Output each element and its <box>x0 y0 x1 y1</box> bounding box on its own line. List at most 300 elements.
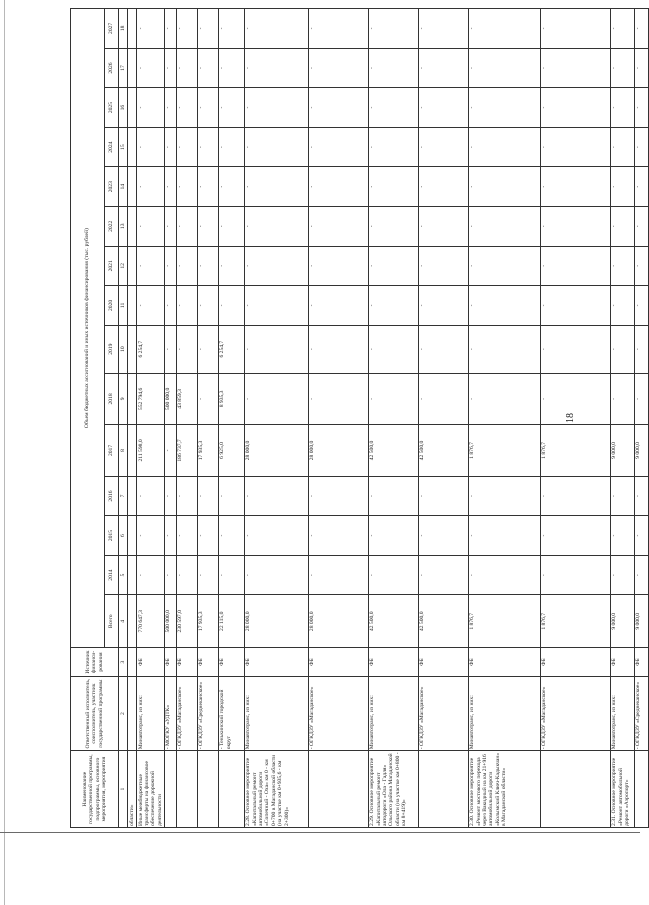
row-year-cell: - <box>540 48 610 88</box>
row-year-cell: - <box>218 48 244 88</box>
row-name-cell <box>176 751 197 828</box>
row-year-cell: - <box>468 373 540 425</box>
header-index: 16 <box>119 88 128 128</box>
row-year-cell: - <box>418 555 468 595</box>
row-year-cell: - <box>137 476 165 516</box>
row-year-cell: - <box>468 9 540 49</box>
row-year-cell: - <box>418 286 468 326</box>
row-year-cell: - <box>610 516 634 556</box>
row-year-cell: - <box>244 325 308 373</box>
row-year-cell: - <box>164 167 176 207</box>
header-index: 17 <box>119 48 128 88</box>
row-year-cell: - <box>418 516 468 556</box>
header-index-row <box>119 9 128 828</box>
row-year-cell: - <box>634 555 648 595</box>
row-source-cell: ФБ <box>368 648 418 677</box>
row-year-cell: - <box>218 555 244 595</box>
row-year-cell: - <box>176 325 197 373</box>
row-total-cell: 22 115,0 <box>218 595 244 648</box>
row-source-cell: ФБ <box>418 648 468 677</box>
header-year: 2018 <box>105 373 119 425</box>
row-year-cell <box>128 206 137 246</box>
row-responsible-cell: - МОГКУ «УДТК» <box>164 676 176 750</box>
row-year-cell <box>128 127 137 167</box>
row-year-cell: - <box>218 9 244 49</box>
header-name: Наименование государственной программы, подпрограммы, основного мероприятия, мероприятия <box>71 751 119 828</box>
header-year: 2021 <box>105 246 119 286</box>
table-row <box>128 9 137 828</box>
row-year-cell: - <box>244 127 308 167</box>
row-year-cell: - <box>468 206 540 246</box>
table-row <box>468 9 540 828</box>
row-year-cell: - <box>634 88 648 128</box>
row-year-cell: - <box>164 246 176 286</box>
row-year-cell: - <box>368 373 418 425</box>
row-year-cell: - <box>540 246 610 286</box>
row-year-cell: - <box>137 88 165 128</box>
table-row <box>540 9 610 828</box>
row-year-cell: - <box>634 206 648 246</box>
row-year-cell: - <box>610 555 634 595</box>
table-row <box>418 9 468 828</box>
header-year: 2022 <box>105 206 119 246</box>
row-year-cell: - <box>634 9 648 49</box>
row-year-cell: - <box>308 373 368 425</box>
row-name-cell: 2.29. Основное мероприятие «Капитальный ремонт автодороги «Ола - Гадля» Ольского района Магаданской области (на участке км 0+800 - км 8+419)» <box>368 751 418 828</box>
row-name-cell <box>308 751 368 828</box>
row-year-cell: - <box>634 167 648 207</box>
row-year-cell: - <box>218 476 244 516</box>
row-source-cell: ФБ <box>308 648 368 677</box>
row-year-cell: - <box>176 286 197 326</box>
row-year-cell: - <box>176 246 197 286</box>
row-year-cell: 9 000,0 <box>610 425 634 477</box>
header-year: 2026 <box>105 48 119 88</box>
row-year-cell <box>128 425 137 477</box>
row-source-cell: ФБ <box>176 648 197 677</box>
row-year-cell: - <box>197 88 218 128</box>
row-responsible-cell: - ОГКДЗУ «Среднеканское» <box>634 676 648 750</box>
row-year-cell <box>128 325 137 373</box>
row-year-cell: - <box>218 246 244 286</box>
row-year-cell: - <box>418 48 468 88</box>
row-year-cell: - <box>634 127 648 167</box>
row-source-cell: ФБ <box>137 648 165 677</box>
row-year-cell: - <box>164 286 176 326</box>
row-year-cell <box>128 88 137 128</box>
row-year-cell: - <box>176 516 197 556</box>
row-year-cell: - <box>137 286 165 326</box>
row-year-cell: 6 254,7 <box>218 325 244 373</box>
row-year-cell: - <box>418 246 468 286</box>
row-year-cell: - <box>610 127 634 167</box>
row-year-cell: - <box>197 476 218 516</box>
row-year-cell: - <box>137 48 165 88</box>
row-source-cell: ФБ <box>468 648 540 677</box>
row-year-cell: - <box>468 516 540 556</box>
row-year-cell: 9 000,0 <box>634 425 648 477</box>
row-year-cell: - <box>610 325 634 373</box>
row-year-cell: - <box>418 88 468 128</box>
row-year-cell: - <box>468 286 540 326</box>
row-year-cell: - <box>418 325 468 373</box>
header-source: Источник финанси-рования <box>71 648 119 677</box>
header-year: 2025 <box>105 88 119 128</box>
row-year-cell: - <box>540 127 610 167</box>
row-year-cell: - <box>418 9 468 49</box>
row-year-cell: - <box>176 127 197 167</box>
table-row <box>218 9 244 828</box>
row-year-cell: - <box>368 555 418 595</box>
row-year-cell: - <box>540 325 610 373</box>
row-total-cell: 9 000,0 <box>610 595 634 648</box>
row-year-cell: - <box>176 206 197 246</box>
row-year-cell: - <box>218 516 244 556</box>
document-page <box>70 8 642 828</box>
row-responsible-cell: Минавтотранс, из них: <box>610 676 634 750</box>
budget-table <box>70 8 649 828</box>
row-year-cell: - <box>244 206 308 246</box>
row-year-cell: - <box>610 286 634 326</box>
row-year-cell: - <box>244 555 308 595</box>
row-year-cell: - <box>368 9 418 49</box>
header-year: 2024 <box>105 127 119 167</box>
row-year-cell: - <box>308 246 368 286</box>
row-year-cell: - <box>368 48 418 88</box>
row-year-cell: - <box>540 167 610 207</box>
row-year-cell: - <box>368 246 418 286</box>
row-responsible-cell: Минавтотранс, из них: <box>468 676 540 750</box>
row-year-cell: - <box>540 206 610 246</box>
row-source-cell: ФБ <box>610 648 634 677</box>
row-total-cell: 9 000,0 <box>634 595 648 648</box>
row-year-cell: - <box>418 476 468 516</box>
row-year-cell: - <box>164 325 176 373</box>
table-row <box>176 9 197 828</box>
header-index: 2 <box>119 676 128 750</box>
table-row <box>244 9 308 828</box>
row-total-cell <box>128 595 137 648</box>
row-total-cell: 42 500,0 <box>418 595 468 648</box>
row-year-cell: - <box>176 88 197 128</box>
row-year-cell: - <box>197 325 218 373</box>
row-year-cell: - <box>164 516 176 556</box>
row-year-cell: - <box>368 167 418 207</box>
row-year-cell: - <box>197 286 218 326</box>
header-index: 10 <box>119 325 128 373</box>
header-index: 5 <box>119 555 128 595</box>
row-year-cell: - <box>164 9 176 49</box>
row-year-cell: - <box>610 246 634 286</box>
row-year-cell: - <box>368 206 418 246</box>
row-year-cell: - <box>197 48 218 88</box>
rotated-landscape-page <box>70 8 642 828</box>
row-year-cell: 186 737,7 <box>176 425 197 477</box>
row-total-cell: 17 935,3 <box>197 595 218 648</box>
header-year: 2023 <box>105 167 119 207</box>
row-total-cell: 1 876,7 <box>540 595 610 648</box>
row-year-cell: - <box>176 9 197 49</box>
table-row <box>164 9 176 828</box>
row-year-cell: - <box>197 516 218 556</box>
row-year-cell: - <box>137 127 165 167</box>
row-responsible-cell: - Тенькинский городской округ <box>218 676 244 750</box>
header-year: 2014 <box>105 555 119 595</box>
row-year-cell: - <box>244 167 308 207</box>
row-year-cell: - <box>468 246 540 286</box>
row-year-cell: - <box>164 127 176 167</box>
row-responsible-cell: - ОГКДЗУ «Магаданское» <box>540 676 610 750</box>
row-source-cell: ФБ <box>164 648 176 677</box>
row-year-cell: - <box>368 88 418 128</box>
row-year-cell: - <box>634 325 648 373</box>
row-responsible-cell: Минавтотранс, из них: <box>368 676 418 750</box>
row-source-cell: ФБ <box>540 648 610 677</box>
row-year-cell: 1 876,7 <box>468 425 540 477</box>
row-year-cell: - <box>308 88 368 128</box>
scan-bottom-rule <box>0 832 640 833</box>
row-year-cell: 211 598,0 <box>137 425 165 477</box>
row-year-cell: - <box>176 476 197 516</box>
row-year-cell: - <box>634 286 648 326</box>
row-year-cell: - <box>137 246 165 286</box>
row-year-cell: - <box>368 286 418 326</box>
row-year-cell: - <box>368 127 418 167</box>
row-year-cell: - <box>244 286 308 326</box>
row-year-cell: - <box>468 127 540 167</box>
row-year-cell: 17 935,3 <box>197 425 218 477</box>
row-year-cell: 28 000,0 <box>308 425 368 477</box>
row-year-cell: 42 500,0 <box>418 425 468 477</box>
header-row-1 <box>71 9 105 828</box>
row-year-cell: - <box>368 325 418 373</box>
row-year-cell: - <box>468 88 540 128</box>
row-year-cell: - <box>540 88 610 128</box>
row-year-cell: - <box>418 167 468 207</box>
row-name-cell: 2.31. Основное мероприятие «Ремонт автомобильной дороги «Аэропорт» <box>610 751 634 828</box>
row-year-cell: - <box>610 167 634 207</box>
table-row <box>634 9 648 828</box>
page-number: 18 <box>565 413 576 423</box>
row-year-cell: - <box>368 516 418 556</box>
table-row <box>197 9 218 828</box>
row-year-cell: - <box>244 476 308 516</box>
row-year-cell: - <box>164 206 176 246</box>
row-year-cell: 28 000,0 <box>244 425 308 477</box>
row-year-cell: - <box>164 88 176 128</box>
header-index: 6 <box>119 516 128 556</box>
row-year-cell: - <box>634 516 648 556</box>
row-year-cell: - <box>197 127 218 167</box>
row-name-cell <box>218 751 244 828</box>
row-responsible-cell: Минавтотранс, из них: <box>137 676 165 750</box>
row-year-cell: - <box>244 9 308 49</box>
row-name-cell <box>540 751 610 828</box>
row-year-cell: - <box>197 246 218 286</box>
row-year-cell: - <box>164 555 176 595</box>
row-year-cell: 42 500,0 <box>368 425 418 477</box>
row-year-cell: - <box>197 373 218 425</box>
row-year-cell: - <box>218 286 244 326</box>
row-year-cell: - <box>418 206 468 246</box>
header-year: 2016 <box>105 476 119 516</box>
row-year-cell: - <box>197 555 218 595</box>
row-year-cell: - <box>164 425 176 477</box>
row-name-cell: Иные межбюджетные трансферты на финансовое обеспечение дорожной деятельности <box>137 751 165 828</box>
row-year-cell <box>128 246 137 286</box>
row-year-cell: - <box>610 9 634 49</box>
header-index: 9 <box>119 373 128 425</box>
row-year-cell: - <box>610 476 634 516</box>
row-total-cell: 230 597,0 <box>176 595 197 648</box>
row-year-cell: - <box>610 373 634 425</box>
row-year-cell: - <box>610 206 634 246</box>
row-responsible-cell: Минавтотранс, из них: <box>244 676 308 750</box>
row-year-cell: - <box>418 127 468 167</box>
row-year-cell: - <box>634 246 648 286</box>
row-year-cell: - <box>308 286 368 326</box>
row-year-cell: - <box>634 48 648 88</box>
header-year: 2027 <box>105 9 119 49</box>
header-year: 2020 <box>105 286 119 326</box>
row-year-cell: - <box>308 127 368 167</box>
header-index: 8 <box>119 425 128 477</box>
row-year-cell: - <box>540 286 610 326</box>
row-year-cell: - <box>308 476 368 516</box>
header-responsible: Ответственный исполнитель, соисполнитель, участник государственной программы <box>71 676 119 750</box>
row-year-cell: - <box>308 167 368 207</box>
table-body <box>128 9 649 828</box>
row-year-cell: - <box>308 555 368 595</box>
row-year-cell: - <box>634 373 648 425</box>
row-year-cell: - <box>540 373 610 425</box>
row-year-cell: - <box>308 48 368 88</box>
row-year-cell: - <box>468 555 540 595</box>
header-total: Всего <box>105 595 119 648</box>
row-total-cell: 1 876,7 <box>468 595 540 648</box>
row-source-cell <box>128 648 137 677</box>
row-total-cell: 28 000,0 <box>308 595 368 648</box>
row-total-cell: 42 500,0 <box>368 595 418 648</box>
header-index: 4 <box>119 595 128 648</box>
row-year-cell: - <box>308 325 368 373</box>
header-year: 2015 <box>105 516 119 556</box>
row-name-cell <box>418 751 468 828</box>
row-year-cell: - <box>308 9 368 49</box>
row-responsible-cell: - ОГКДЗУ «Магаданское» <box>418 676 468 750</box>
row-year-cell: - <box>137 9 165 49</box>
row-year-cell <box>128 555 137 595</box>
row-year-cell: 1 876,7 <box>540 425 610 477</box>
row-name-cell: области» <box>128 751 137 828</box>
scan-edge-line <box>4 0 5 905</box>
row-year-cell: - <box>164 48 176 88</box>
row-year-cell: 552 794,6 <box>137 373 165 425</box>
row-total-cell: 770 647,3 <box>137 595 165 648</box>
row-name-cell: 2.28. Основное мероприятие «Капитальный ремонт автомобильной дороги «Сопечный - Оха» км 0 - км 0+700 в Магаданской области (на участке км 0+935,6 - км 2+300)» <box>244 751 308 828</box>
row-year-cell <box>128 373 137 425</box>
row-year-cell: - <box>137 206 165 246</box>
row-year-cell: - <box>468 325 540 373</box>
row-year-cell: - <box>368 476 418 516</box>
header-index: 15 <box>119 127 128 167</box>
row-year-cell: - <box>197 206 218 246</box>
row-year-cell: - <box>176 48 197 88</box>
row-year-cell: 6 254,7 <box>137 325 165 373</box>
row-year-cell: - <box>197 9 218 49</box>
row-year-cell: - <box>137 516 165 556</box>
row-year-cell <box>128 9 137 49</box>
row-year-cell: - <box>197 167 218 207</box>
row-year-cell: - <box>137 555 165 595</box>
row-year-cell: 8 935,3 <box>218 373 244 425</box>
row-year-cell: - <box>244 246 308 286</box>
row-year-cell: - <box>468 48 540 88</box>
header-index: 12 <box>119 246 128 286</box>
row-source-cell: ФБ <box>634 648 648 677</box>
row-year-cell: 43 859,3 <box>176 373 197 425</box>
row-responsible-cell <box>128 676 137 750</box>
table-row <box>610 9 634 828</box>
header-volume-group: Объем бюджетных ассигнований и иных источников финансирования (тыс. рублей) <box>71 9 105 648</box>
row-year-cell: - <box>244 373 308 425</box>
header-index: 18 <box>119 9 128 49</box>
row-year-cell: - <box>176 167 197 207</box>
table-row <box>308 9 368 828</box>
row-year-cell: 6 925,0 <box>218 425 244 477</box>
row-responsible-cell: - ОГКДЗУ «Магаданское» <box>308 676 368 750</box>
header-year: 2019 <box>105 325 119 373</box>
header-index: 11 <box>119 286 128 326</box>
row-year-cell: - <box>540 516 610 556</box>
row-total-cell: 500 000,0 <box>164 595 176 648</box>
header-index: 3 <box>119 648 128 677</box>
row-year-cell: - <box>218 88 244 128</box>
row-year-cell: - <box>244 48 308 88</box>
row-name-cell <box>164 751 176 828</box>
row-year-cell: - <box>308 206 368 246</box>
row-year-cell: - <box>218 167 244 207</box>
row-year-cell: - <box>610 48 634 88</box>
row-year-cell: - <box>634 476 648 516</box>
row-source-cell: ФБ <box>218 648 244 677</box>
header-year: 2017 <box>105 425 119 477</box>
row-year-cell: - <box>244 516 308 556</box>
row-year-cell: - <box>176 555 197 595</box>
row-year-cell: - <box>244 88 308 128</box>
row-year-cell: - <box>468 476 540 516</box>
row-responsible-cell: - ОГКДЗУ «Магаданское» <box>176 676 197 750</box>
row-source-cell: ФБ <box>244 648 308 677</box>
header-index: 1 <box>119 751 128 828</box>
row-year-cell: 500 000,0 <box>164 373 176 425</box>
row-year-cell: - <box>540 555 610 595</box>
header-index: 13 <box>119 206 128 246</box>
row-year-cell <box>128 516 137 556</box>
row-total-cell: 28 000,0 <box>244 595 308 648</box>
row-year-cell: - <box>610 88 634 128</box>
row-year-cell <box>128 476 137 516</box>
row-year-cell <box>128 286 137 326</box>
table-row <box>137 9 165 828</box>
row-year-cell: - <box>540 476 610 516</box>
row-year-cell <box>128 48 137 88</box>
row-source-cell: ФБ <box>197 648 218 677</box>
row-year-cell: - <box>164 476 176 516</box>
row-year-cell: - <box>218 206 244 246</box>
row-year-cell: - <box>308 516 368 556</box>
row-name-cell: 2.30. Основное мероприятие «Ремонт мостового перехода через Вакидный на км 21+916 автомобильной дороги «Колымский Ключ-Кадыкчан» в Магаданской области» <box>468 751 540 828</box>
